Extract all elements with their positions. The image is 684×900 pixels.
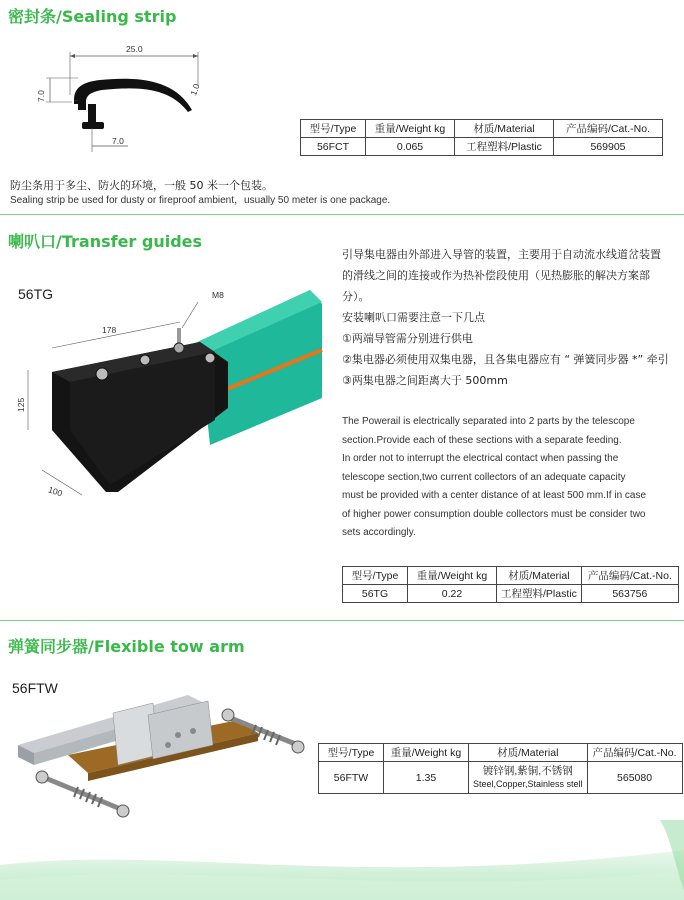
- en-line: telescope section,two current collectors of an adequate capacity: [342, 471, 626, 483]
- cell-type: 56TG: [343, 585, 408, 603]
- cell-cat-no: 569905: [554, 138, 663, 156]
- dim-bolt-label: M8: [212, 290, 224, 300]
- sealing-strip-drawing: [30, 40, 220, 155]
- tow-spec-table: [318, 743, 683, 794]
- dim-base-label: 7.0: [112, 136, 124, 146]
- tow-arm-drawing: [8, 685, 308, 825]
- cell-material: 工程塑料/Plastic: [497, 585, 582, 603]
- cell-cat-no: 565080: [587, 762, 682, 794]
- col-material: 材质/Material: [469, 744, 588, 762]
- sealing-desc-en: Sealing strip be used for dusty or fireproof ambient，usually 50 meter is one package.: [10, 195, 391, 206]
- model-label-56tg: 56TG: [18, 286, 54, 302]
- model-label-56ftw: 56FTW: [12, 680, 58, 696]
- transfer-en-paragraph: [342, 413, 682, 543]
- en-line: In order not to interrupt the electrical contact when passing the: [342, 453, 619, 464]
- zh-line: 引导集电器由外部进入导管的装置，主要用于自动流水线道岔装置: [342, 248, 661, 261]
- sealing-desc-zh: 防尘条用于多尘、防火的环境，一般 50 米一个包装。: [10, 179, 273, 192]
- dim-height-125-label: 125: [16, 397, 26, 412]
- bottom-wave-decoration: [0, 820, 684, 900]
- dim-length-label: 178: [102, 325, 117, 335]
- en-line: The Powerail is electrically separated into 2 parts by the telescope: [342, 416, 635, 427]
- dim-depth-label: 100: [47, 484, 64, 499]
- cell-type: 56FTW: [319, 762, 384, 794]
- transfer-guide-drawing: [10, 280, 332, 505]
- en-line: must be provided with a center distance of at least 500 mm.If in case: [342, 490, 647, 501]
- zh-note: ②集电器必须使用双集电器，且各集电器应有 “ 弹簧同步器 *” 牵引: [342, 353, 669, 366]
- zh-line: 的滑线之间的连接或作为热补偿段使用（见热膨胀的解决方案部: [342, 269, 650, 282]
- cell-cat-no: 563756: [581, 585, 678, 603]
- col-weight: 重量/Weight kg: [384, 744, 469, 762]
- zh-note: ①两端导管需分别进行供电: [342, 332, 473, 345]
- material-zh: 镀锌钢,紫铜,不锈钢: [482, 764, 573, 777]
- col-type: 型号/Type: [343, 567, 408, 585]
- cell-weight: 0.065: [366, 138, 455, 156]
- col-type: 型号/Type: [319, 744, 384, 762]
- en-line: of higher power consumption double collectors must be consider two: [342, 508, 646, 520]
- dim-height-label: 7.0: [36, 90, 46, 102]
- section-divider: [0, 214, 684, 215]
- col-weight: 重量/Weight kg: [366, 120, 455, 138]
- cell-weight: 1.35: [384, 762, 469, 794]
- section-title-sealing-strip: 密封条/Sealing strip: [8, 7, 177, 26]
- cell-material: [469, 762, 588, 794]
- transfer-zh-paragraph: [342, 244, 682, 391]
- section-title-flexible-tow-arm: 弹簧同步器/Flexible tow arm: [8, 637, 245, 656]
- col-material: 材质/Material: [497, 567, 582, 585]
- col-weight: 重量/Weight kg: [408, 567, 497, 585]
- col-cat-no: 产品编码/Cat.-No.: [554, 120, 663, 138]
- zh-line: 分）。: [342, 290, 370, 303]
- material-en: Steel,Copper,Stainless stell: [473, 778, 583, 789]
- section-title-transfer-guides: 喇叭口/Transfer guides: [8, 232, 203, 251]
- en-line: section.Provide each of these sections with a separate feeding.: [342, 434, 622, 446]
- col-cat-no: 产品编码/Cat.-No.: [581, 567, 678, 585]
- cell-weight: 0.22: [408, 585, 497, 603]
- en-line: sets accordingly.: [342, 527, 416, 538]
- col-cat-no: 产品编码/Cat.-No.: [587, 744, 682, 762]
- transfer-spec-table: [342, 566, 679, 603]
- zh-note: 安装喇叭口需要注意一下几点: [342, 311, 485, 324]
- sealing-spec-table: [300, 119, 663, 156]
- zh-note: ③两集电器之间距离大于 500mm: [342, 374, 508, 387]
- cell-material: 工程塑料/Plastic: [455, 138, 554, 156]
- col-type: 型号/Type: [301, 120, 366, 138]
- cell-type: 56FCT: [301, 138, 366, 156]
- spring-arm-left: [36, 771, 129, 817]
- dim-thickness-label: 1.0: [188, 82, 202, 97]
- section-divider: [0, 620, 684, 621]
- dim-width-label: 25.0: [126, 44, 143, 54]
- col-material: 材质/Material: [455, 120, 554, 138]
